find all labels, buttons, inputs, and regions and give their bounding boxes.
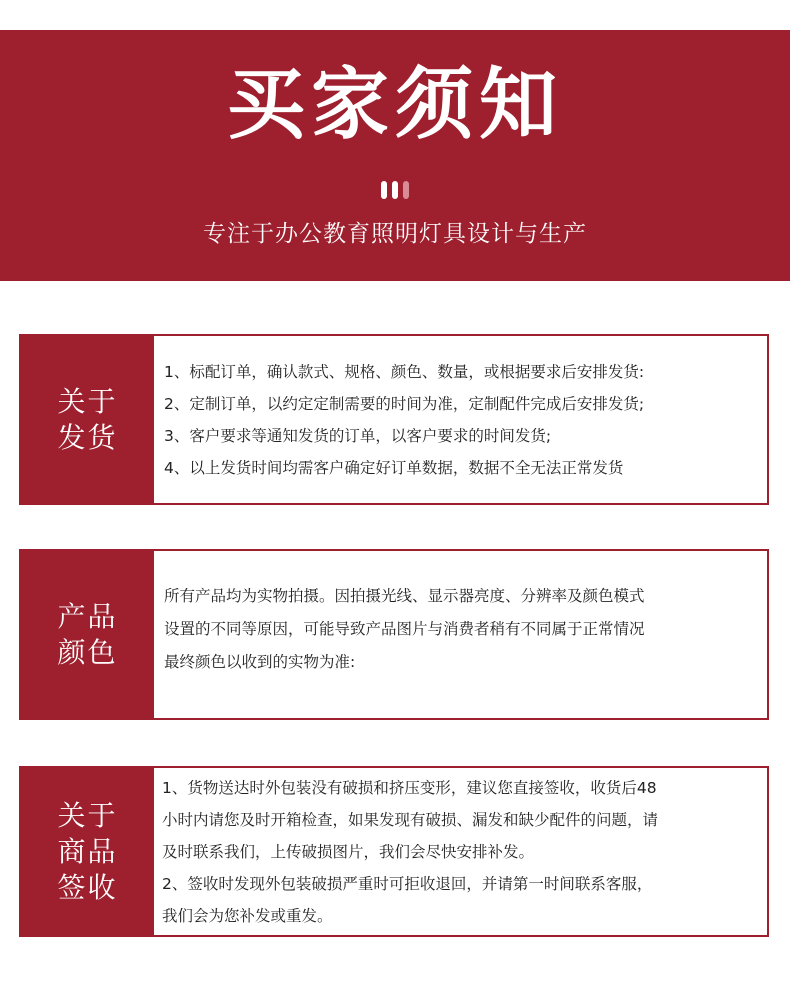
section-label-line: 商品 <box>57 834 118 868</box>
section-text-line: 2、定制订单，以约定定制需要的时间为准，定制配件完成后安排发货; <box>164 394 645 413</box>
section-text-line: 小时内请您及时开箱检查，如果发现有破损、漏发和缺少配件的问题，请 <box>162 810 659 829</box>
section-text-line: 2、签收时发现外包装破损严重时可拒收退回，并请第一时间联系客服， <box>162 874 653 893</box>
section-text-line: 所有产品均为实物拍摄。因拍摄光线、显示器亮度、分辨率及颜色模式 <box>164 587 645 605</box>
section-body <box>154 336 767 503</box>
section-shipping <box>19 334 769 505</box>
header-banner <box>0 30 790 281</box>
section-receiving <box>19 766 769 937</box>
page-title: 买家须知 <box>226 60 563 150</box>
section-text-line: 及时联系我们，上传破损图片，我们会尽快安排补发。 <box>162 842 535 861</box>
section-label <box>21 551 154 718</box>
section-label-line: 产品 <box>57 599 118 633</box>
section-text-line: 我们会为您补发或重发。 <box>162 906 333 925</box>
section-label-line: 关于 <box>57 384 118 418</box>
section-label <box>21 768 154 935</box>
section-text-line: 1、标配订单，确认款式、规格、颜色、数量，或根据要求后安排发货: <box>164 362 645 381</box>
page-subtitle: 专注于办公教育照明灯具设计与生产 <box>203 221 587 247</box>
section-text-line: 4、以上发货时间均需客户确定好订单数据，数据不全无法正常发货 <box>164 458 624 477</box>
dot-icon <box>403 181 409 199</box>
section-label <box>21 336 154 503</box>
section-label-line: 颜色 <box>57 635 118 669</box>
section-label-line: 发货 <box>57 420 118 454</box>
dot-icon <box>381 181 387 199</box>
section-text-line: 设置的不同等原因，可能导致产品图片与消费者稍有不同属于正常情况 <box>164 620 645 638</box>
section-text-line: 1、货物送达时外包装没有破损和挤压变形，建议您直接签收，收货后48 <box>162 778 657 797</box>
dot-icon <box>392 181 398 199</box>
section-label-line: 签收 <box>57 870 118 904</box>
section-product-color <box>19 549 769 720</box>
section-label-line: 关于 <box>57 798 118 832</box>
decorative-dots <box>0 181 790 199</box>
section-body <box>154 768 767 935</box>
section-body <box>154 551 767 718</box>
section-text-line: 3、客户要求等通知发货的订单，以客户要求的时间发货; <box>164 426 552 445</box>
section-text-line: 最终颜色以收到的实物为准: <box>164 653 356 671</box>
